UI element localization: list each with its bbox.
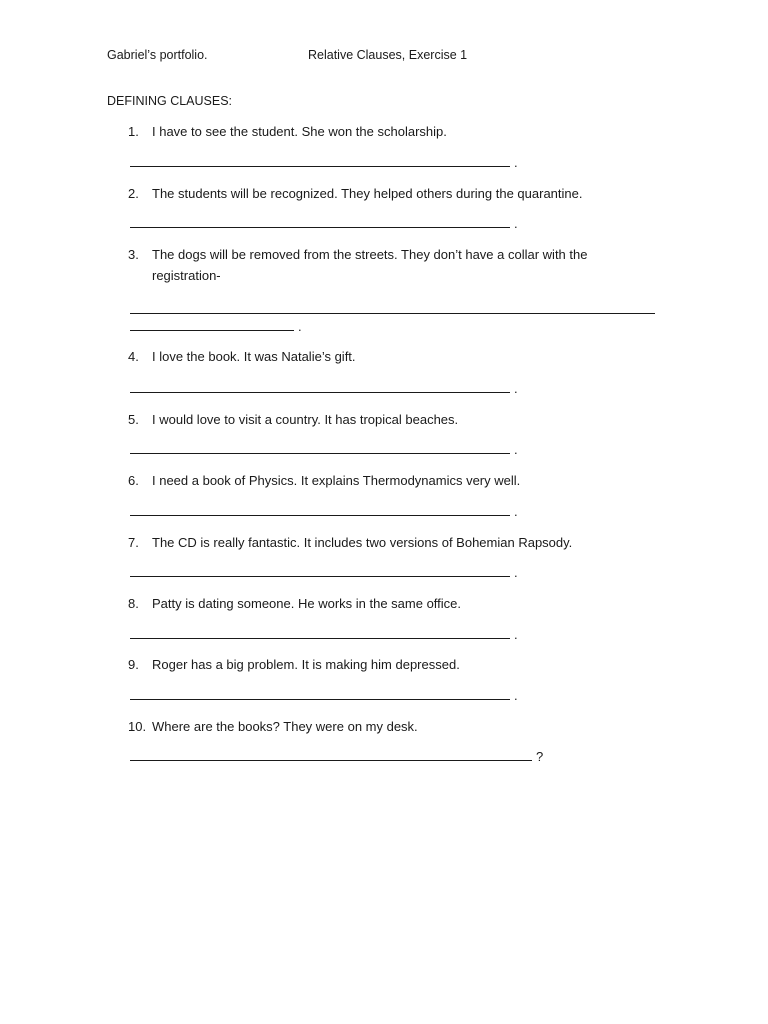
item-prompt: I love the book. It was Natalie’s gift. — [152, 349, 356, 364]
item-prompt: The students will be recognized. They helped others during the quarantine. — [152, 186, 583, 201]
blank-rule — [130, 627, 510, 639]
answer-line-3a[interactable] — [130, 313, 655, 314]
item-number: 9. — [128, 657, 139, 672]
answer-line-9[interactable] — [130, 688, 518, 702]
answer-line-7[interactable] — [130, 565, 518, 579]
answer-line-5[interactable] — [130, 442, 518, 456]
exercise-item-7 — [128, 532, 572, 553]
blank-rule — [130, 688, 510, 700]
item-number: 3. — [128, 247, 139, 262]
answer-line-1[interactable] — [130, 155, 518, 169]
item-prompt: Roger has a big problem. It is making him depressed. — [152, 657, 460, 672]
end-punctuation: . — [514, 381, 518, 396]
end-punctuation: . — [298, 319, 302, 334]
item-number: 5. — [128, 412, 139, 427]
end-punctuation: ? — [536, 749, 544, 764]
end-punctuation: . — [514, 216, 518, 231]
exercise-title: Relative Clauses, Exercise 1 — [308, 48, 468, 62]
item-prompt: I have to see the student. She won the scholarship. — [152, 124, 447, 139]
item-number: 7. — [128, 535, 139, 550]
section-heading: DEFINING CLAUSES: — [107, 94, 233, 108]
item-prompt: I would love to visit a country. It has tropical beaches. — [152, 412, 459, 427]
end-punctuation: . — [514, 155, 518, 170]
item-number: 8. — [128, 596, 139, 611]
end-punctuation: . — [514, 504, 518, 519]
item-prompt: I need a book of Physics. It explains Thermodynamics very well. — [152, 473, 521, 488]
exercise-item-6 — [128, 470, 520, 491]
item-number: 6. — [128, 473, 139, 488]
blank-rule — [130, 381, 510, 393]
blank-rule — [130, 155, 510, 167]
exercise-item-8 — [128, 593, 461, 614]
answer-line-6[interactable] — [130, 504, 518, 518]
item-prompt-continued: registration- — [152, 268, 221, 283]
answer-line-2[interactable] — [130, 216, 518, 230]
item-number: 4. — [128, 349, 139, 364]
blank-rule — [130, 442, 510, 454]
exercise-item-5 — [128, 409, 458, 430]
item-number: 1. — [128, 124, 139, 139]
blank-rule — [130, 216, 510, 228]
blank-rule — [130, 749, 532, 761]
item-prompt: The dogs will be removed from the streets. They don’t have a collar with the — [152, 247, 588, 262]
answer-line-3b[interactable] — [130, 319, 302, 333]
answer-line-10[interactable] — [130, 749, 543, 763]
blank-rule — [130, 319, 294, 331]
item-prompt: The CD is really fantastic. It includes two versions of Bohemian Rapsody. — [152, 535, 573, 550]
blank-rule — [130, 565, 510, 577]
end-punctuation: . — [514, 688, 518, 703]
answer-line-8[interactable] — [130, 627, 518, 641]
item-number: 10. — [128, 719, 147, 734]
item-number: 2. — [128, 186, 139, 201]
exercise-item-10 — [128, 716, 418, 737]
item-prompt: Patty is dating someone. He works in the same office. — [152, 596, 462, 611]
exercise-item-9 — [128, 654, 460, 675]
exercise-item-2 — [128, 183, 582, 204]
end-punctuation: . — [514, 627, 518, 642]
end-punctuation: . — [514, 442, 518, 457]
portfolio-owner: Gabriel’s portfolio. — [107, 48, 208, 62]
answer-line-4[interactable] — [130, 381, 518, 395]
item-prompt: Where are the books? They were on my desk. — [152, 719, 418, 734]
end-punctuation: . — [514, 565, 518, 580]
blank-rule — [130, 504, 510, 516]
exercise-item-1 — [128, 121, 447, 142]
exercise-item-4 — [128, 346, 356, 367]
exercise-item-3 — [128, 244, 587, 286]
